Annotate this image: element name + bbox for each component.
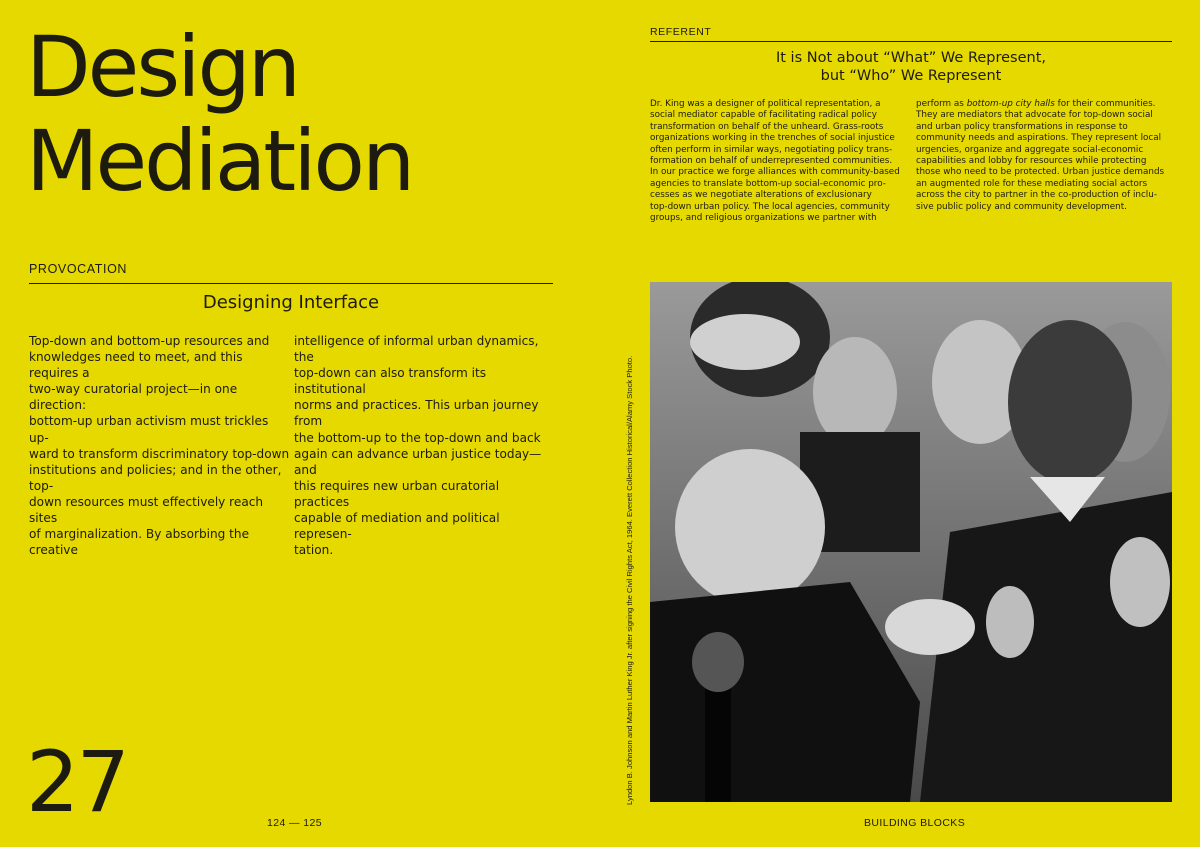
historical-photo <box>650 282 1172 802</box>
referent-rule <box>650 41 1172 42</box>
referent-heading: It is Not about “What” We Represent, but “Who” We Represent <box>775 50 1047 84</box>
running-footer: BUILDING BLOCKS <box>864 817 966 829</box>
referent-label: REFERENT <box>650 26 712 38</box>
photo-caption: Lyndon B. Johnson and Martin Luther King Jr. after signing the Civil Rights Act, 1964. Everett Collection Historical/Alamy Stock Photo. <box>625 355 634 805</box>
chapter-number: 27 <box>26 733 127 831</box>
provocation-column-1: Top-down and bottom-up resources and knowledges need to meet, and this requires a two-way curatorial project—in one direction: bottom-up urban activism must trickles up- ward to transform discriminatory top-down institutions and policies; and in the other, top- down resources must effectively reach sites of marginalization. By absorbing the creative <box>29 334 290 558</box>
referent-column-1: Dr. King was a designer of political representation, a social mediator capable of facilitating radical policy transformation on behalf of the unheard. Grass-roots organizations working in the trenches of social injustice often perform in similar ways, negotiating policy trans- formation on behalf of underrepresented communities. In our practice we forge alliances with community-based agencies to translate bottom-up social-economic pro- cesses as we negotiate alterations of exclusionary top-down urban policy. The local agencies, community groups, and religious organizations we partner with <box>650 99 900 224</box>
referent-italic-phrase: bottom-up city halls <box>966 99 1055 109</box>
referent-column-2-rest: for their communities. They are mediators that advocate for top-down social and urban policy transformations in response to community needs and aspirations. They represent local urgencies, organize and aggregate social-economic capabilities and lobby for resources while protecting those who need to be protected. Urban justice demands an augmented role for these mediating social actors across the city to partner in the co-production of inclu- sive public policy and community development. <box>916 99 1165 212</box>
page-title <box>26 18 586 211</box>
title-line-2: Mediation <box>26 112 413 211</box>
provocation-rule <box>29 283 553 284</box>
provocation-label: PROVOCATION <box>29 262 128 276</box>
provocation-column-2: intelligence of informal urban dynamics, the top-down can also transform its institutional norms and practices. This urban journey from the bottom-up to the top-down and back again can advance urban justice today—and this requires new urban curatorial practices capable of mediation and political represen- tation. <box>294 334 542 558</box>
page-folio: 124 — 125 <box>267 817 322 829</box>
referent-column-2-prefix: perform as <box>916 99 967 109</box>
referent-column-2 <box>916 99 1178 213</box>
title-line-1: Design <box>26 18 299 116</box>
provocation-heading: Designing Interface <box>202 292 380 313</box>
